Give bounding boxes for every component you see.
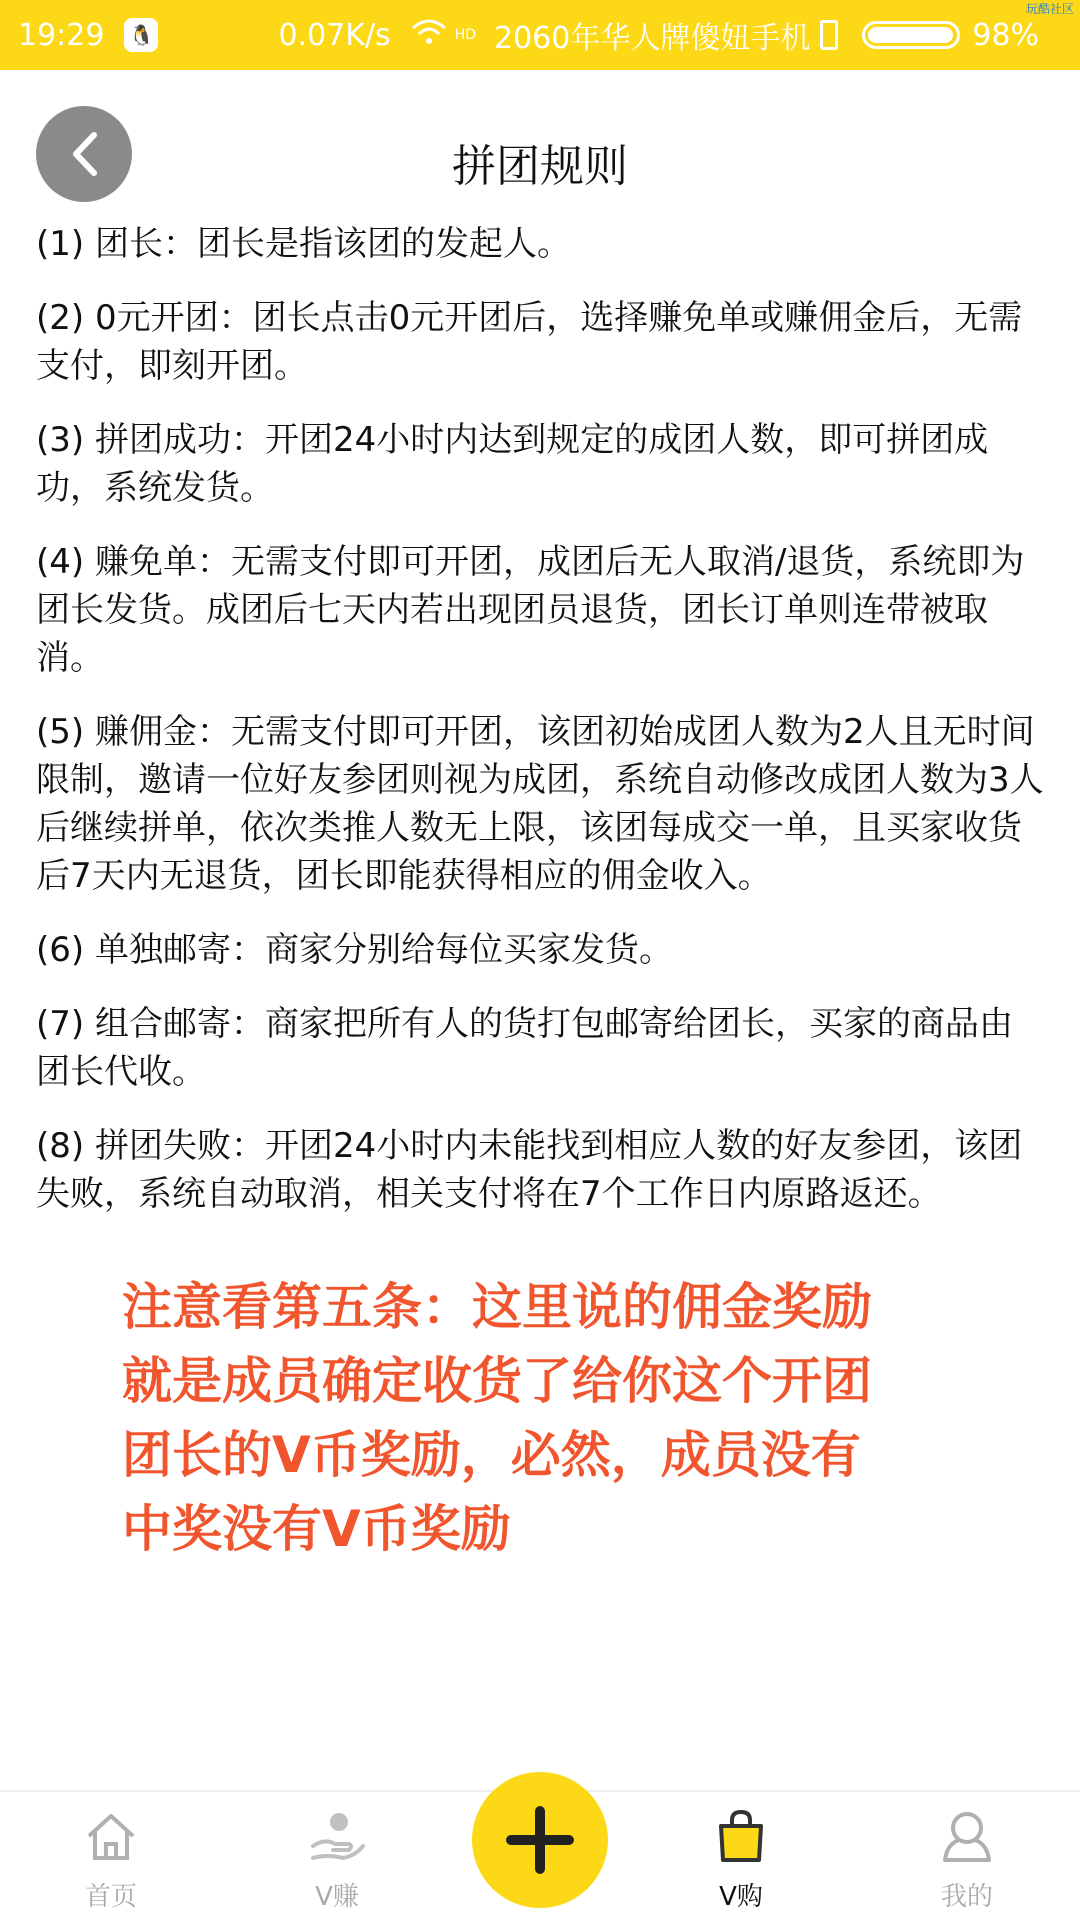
page-title: 拼团规则	[452, 141, 628, 192]
rule-item-2: (2) 0元开团：团长点击0元开团后，选择赚免单或赚佣金后，无需支付，即刻开团。	[36, 298, 1023, 386]
nav-label-vzhuan: V赚	[315, 1882, 359, 1912]
nav-label-vgou: V购	[719, 1882, 763, 1912]
nav-item-vzhuan[interactable]	[272, 1806, 402, 1913]
hd-badge: HD	[454, 27, 476, 43]
rule-item-7: (7) 组合邮寄：商家把所有人的货打包邮寄给团长，买家的商品由团长代收。	[36, 1004, 1013, 1092]
nav-item-home[interactable]	[46, 1806, 176, 1913]
watermark: 玩酷社区	[1025, 2, 1074, 16]
phone-icon	[820, 20, 838, 50]
hand-coin-icon	[307, 1806, 367, 1866]
nav-label-mine: 我的	[940, 1882, 993, 1912]
status-time: 19:29	[18, 17, 105, 53]
battery-percent: 98%	[972, 17, 1040, 53]
status-bar	[0, 0, 1080, 70]
rules-list	[36, 220, 1046, 1244]
rule-item-1: (1) 团长：团长是指该团的发起人。	[36, 224, 571, 264]
rule-item-8: (8) 拼团失败：开团24小时内未能找到相应人数的好友参团，该团失败，系统自动取消，相关支付将在7个工作日内原路返还。	[36, 1126, 1023, 1214]
wifi-icon	[411, 18, 447, 53]
annotation-note: 注意看第五条：这里说的佣金奖励就是成员确定收货了给你这个开团团长的V币奖励，必然，成员没有中奖没有V币奖励	[122, 1278, 872, 1558]
rule-item-4: (4) 赚免单：无需支付即可开团，成团后无人取消/退货，系统即为团长发货。成团后七天内若出现团员退货，团长订单则连带被取消。	[36, 542, 1025, 678]
device-name: 2060年华人牌傻妞手机	[494, 21, 811, 56]
create-group-button[interactable]	[472, 1772, 608, 1908]
home-icon	[81, 1806, 141, 1866]
battery-fill	[868, 27, 952, 43]
rule-item-5: (5) 赚佣金：无需支付即可开团，该团初始成团人数为2人且无时间限制，邀请一位好友参团则视为成团，系统自动修改成团人数为3人后继续拼单，依次类推人数无上限，该团每成交一单，且买家收货后7天内无退货，团长即能获得相应的佣金收入。	[36, 712, 1044, 896]
nav-item-mine[interactable]	[902, 1806, 1032, 1913]
rule-item-3: (3) 拼团成功：开团24小时内达到规定的成团人数，即可拼团成功，系统发货。	[36, 420, 989, 508]
nav-label-home: 首页	[84, 1882, 137, 1912]
battery-icon	[862, 21, 960, 49]
plus-icon	[505, 1805, 575, 1875]
user-icon	[937, 1806, 997, 1866]
shopping-bag-icon	[711, 1806, 771, 1866]
qq-icon: 🐧	[124, 18, 158, 52]
nav-item-vgou[interactable]	[676, 1806, 806, 1913]
network-speed: 0.07K/s	[278, 17, 391, 53]
rule-item-6: (6) 单独邮寄：商家分别给每位买家发货。	[36, 930, 673, 970]
